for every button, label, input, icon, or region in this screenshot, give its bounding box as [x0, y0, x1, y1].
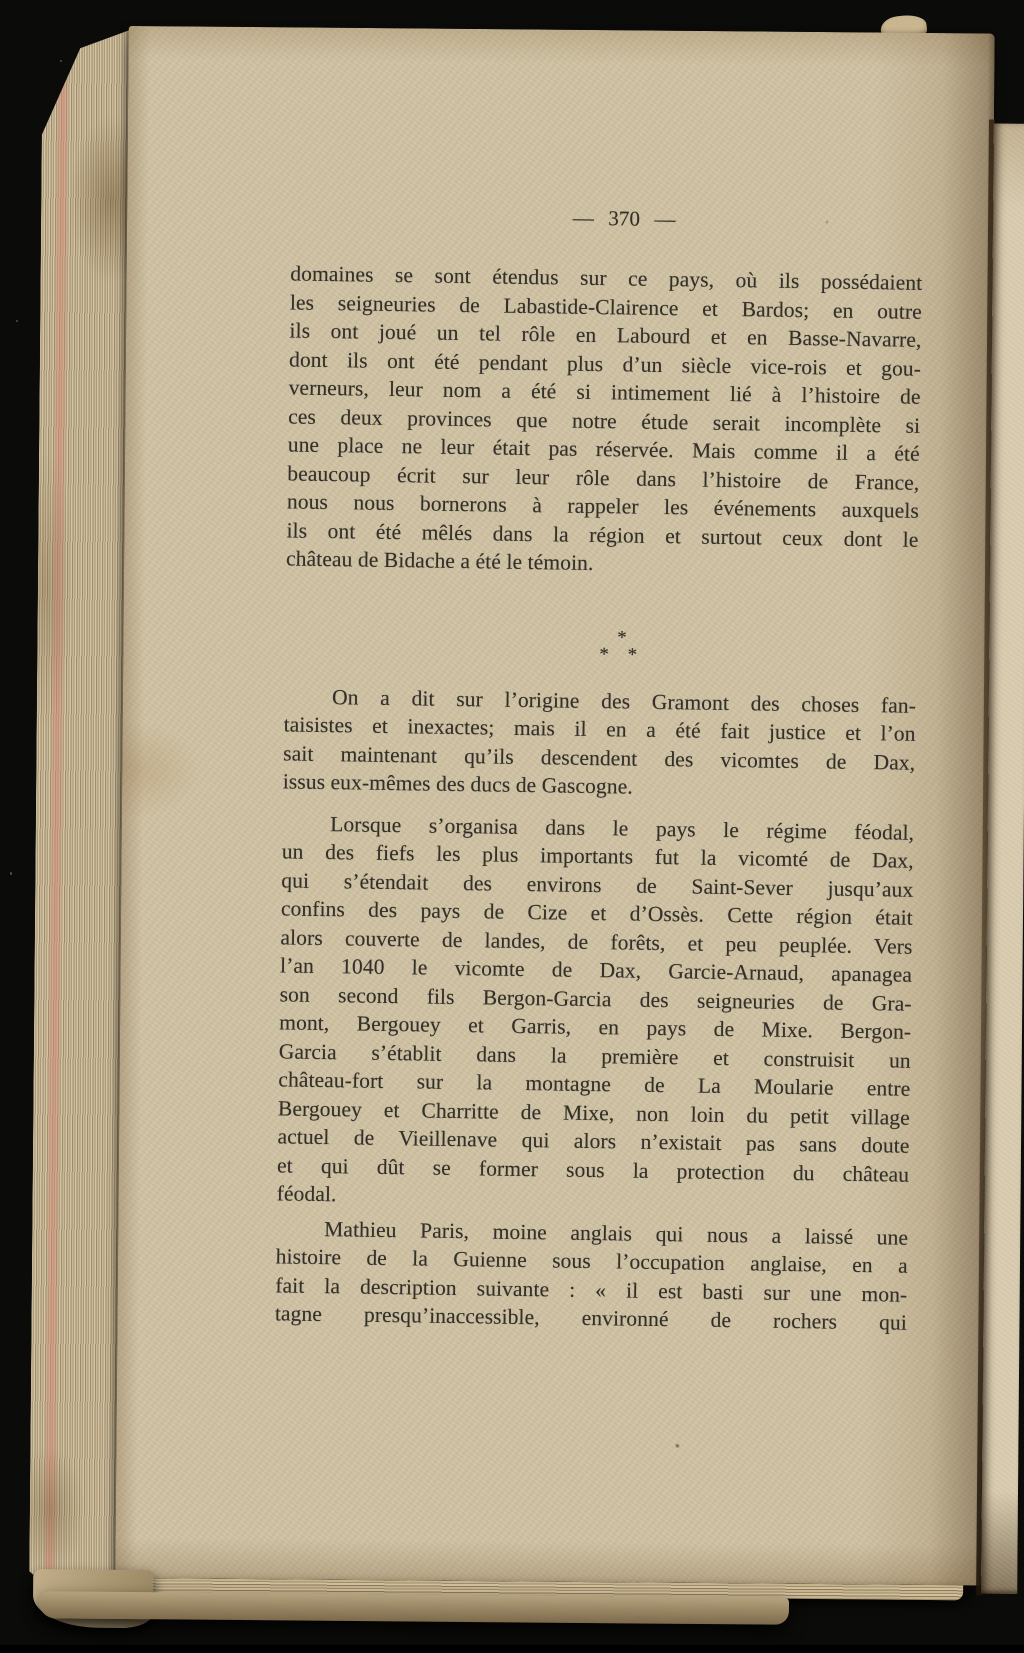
text-line: un des fiefs les plus importants fut la vicomté de Dax,	[281, 839, 914, 873]
text-line: verneurs, leur nom a été si intimement lié à l’histoire de	[288, 375, 921, 409]
text-line: nous nous bornerons à rappeler les événements auxquels	[286, 489, 920, 523]
separator-asterisk: *	[617, 626, 627, 648]
paragraph	[286, 259, 923, 582]
text-line: On a dit sur l’origine des Gramont des choses fan-	[331, 684, 917, 718]
book-cover-bottom-edge	[39, 1591, 789, 1625]
text-line: confins des pays de Cize et d’Ossès. Cette région était	[280, 896, 914, 930]
text-line: son second fils Bergon-Garcia des seigneuries de Gra-	[279, 981, 912, 1016]
text-line: Lorsque s’organisa dans le pays le régime féodal,	[330, 811, 915, 845]
separator-asterisks: * *	[599, 643, 645, 666]
text-line: mont, Bergouey et Garris, en pays de Mixe. Bergon-	[279, 1010, 912, 1044]
text-line: fait la description suivante : « il est basti sur une mon-	[275, 1272, 908, 1307]
section-separator	[285, 624, 917, 667]
text-line: une place ne leur était pas réservée. Mais comme il a été	[287, 432, 920, 466]
text-line: ces deux provinces que notre étude serait incomplète si	[288, 403, 921, 438]
text-line: féodal.	[276, 1181, 337, 1207]
page-text-block	[275, 25, 926, 1337]
text-line: sait maintenant qu’ils descendent des vicomtes de Dax,	[283, 740, 916, 775]
text-line: tagne presqu’inaccessible, environné de rochers qui	[274, 1301, 908, 1335]
text-line: l’an 1040 le vicomte de Dax, Garcie-Arnaud, apanagea	[279, 953, 913, 987]
text-line: Mathieu Paris, moine anglais qui nous a laissé une	[324, 1216, 909, 1250]
text-line: taisistes et inexactes; mais il en a été fait justice et l’on	[283, 712, 916, 746]
text-line: château-fort sur la montagne de La Moularie entre	[278, 1067, 911, 1101]
text-line: dont ils ont été pendant plus d’un siècle vice-rois et gou-	[288, 346, 922, 381]
text-line: alors couverte de landes, de forêts, et peu peuplée. Vers	[280, 924, 913, 959]
text-line: actuel de Vieillenave qui alors n’existait pas sans doute	[277, 1124, 910, 1158]
text-line: domaines se sont étendus sur ce pays, où ils possédaient	[290, 261, 923, 295]
text-line: qui s’étendait des environs de Saint-Sever jusqu’aux	[281, 867, 914, 902]
text-line: Garcia s’établit dans la première et construisit un	[278, 1038, 911, 1073]
text-line: château de Bidache a été le témoin.	[285, 546, 594, 575]
paragraph	[275, 1214, 909, 1337]
text-line: ils ont joué un tel rôle en Labourd et en Basse-Navarre,	[289, 318, 922, 352]
text-line: histoire de la Guienne sous l’occupation anglaise, en a	[275, 1244, 908, 1278]
text-line: issus eux-mêmes des ducs de Gascogne.	[282, 769, 633, 799]
text-line: beaucoup écrit sur leur rôle dans l’histoire de France,	[287, 460, 920, 495]
text-line: et qui dût se former sous la protection du château	[276, 1152, 910, 1187]
paragraph	[283, 682, 917, 805]
paragraph	[277, 809, 915, 1217]
page-number: — 370 —	[572, 205, 676, 232]
text-line: les seigneuries de Labastide-Clairence et Bardos; en outre	[289, 289, 923, 324]
text-line: ils ont été mêlés dans la région et surtout ceux dont le	[286, 517, 919, 552]
text-line: Bergouey et Charritte de Mixe, non loin du petit village	[277, 1095, 911, 1130]
book-page	[115, 26, 995, 1585]
